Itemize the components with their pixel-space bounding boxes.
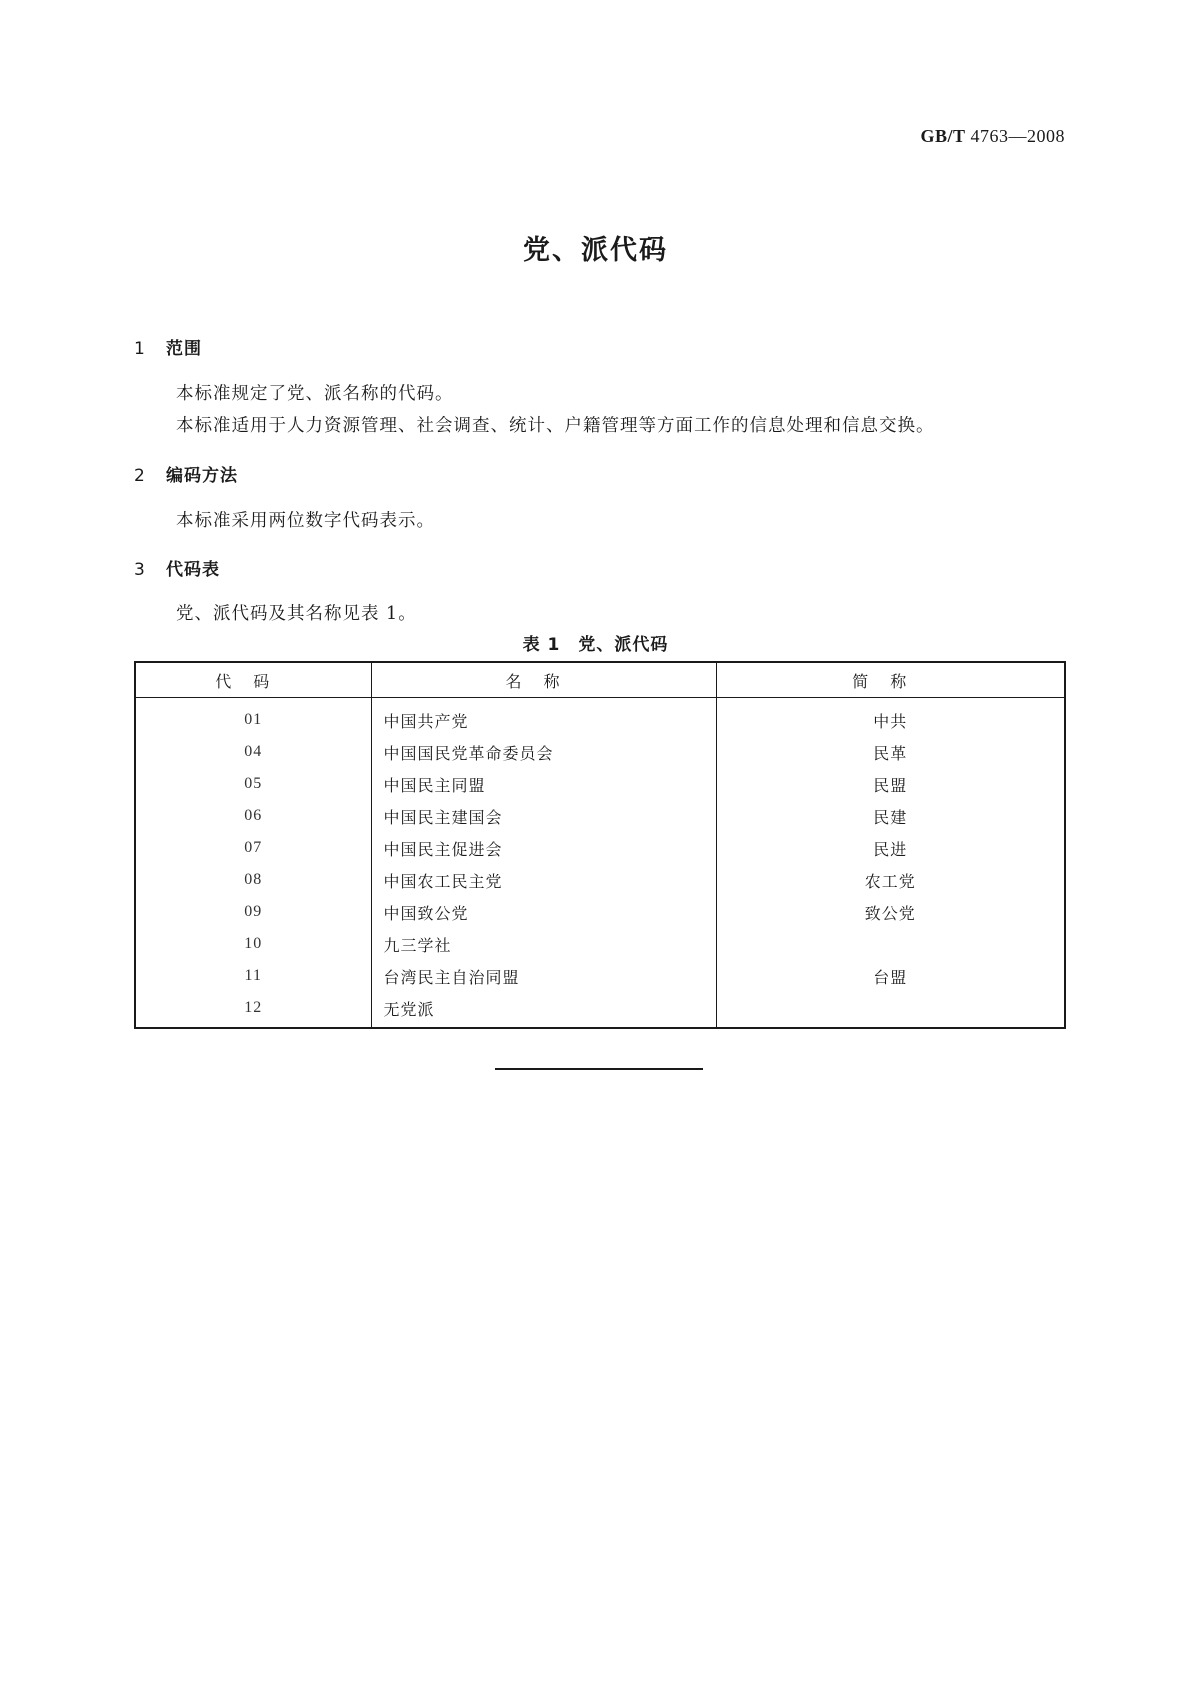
cell-abbr: 民建	[873, 807, 908, 827]
cell-code: 05	[135, 768, 371, 800]
cell-name: 无党派	[371, 992, 716, 1028]
cell-abbr: 中共	[873, 711, 908, 731]
cell-name: 中国共产党	[371, 698, 716, 737]
section-heading-coding-method	[134, 461, 238, 486]
table-row	[135, 768, 1065, 800]
cell-abbr: 台盟	[873, 967, 908, 987]
table-header-row	[135, 662, 1065, 698]
table-row	[135, 698, 1065, 737]
cell-abbr: 民革	[873, 743, 908, 763]
cell-code: 04	[135, 736, 371, 768]
paragraph: 党、派代码及其名称见表 1。	[176, 604, 417, 624]
table-row	[135, 800, 1065, 832]
cell-name: 九三学社	[371, 928, 716, 960]
cell-code: 06	[135, 800, 371, 832]
paragraph: 本标准适用于人力资源管理、社会调查、统计、户籍管理等方面工作的信息处理和信息交换。	[176, 416, 935, 436]
table-row	[135, 736, 1065, 768]
cell-name: 中国民主促进会	[371, 832, 716, 864]
table-row	[135, 832, 1065, 864]
section-title: 范围	[166, 339, 202, 359]
standard-code: 4763—2008	[970, 126, 1065, 146]
cell-abbr: 民进	[873, 839, 908, 859]
table-row	[135, 928, 1065, 960]
section-number: 2	[134, 466, 146, 486]
cell-abbr	[716, 992, 1065, 1028]
table-row	[135, 992, 1065, 1028]
cell-name: 中国农工民主党	[371, 864, 716, 896]
table-row	[135, 896, 1065, 928]
cell-abbr	[716, 928, 1065, 960]
end-of-document-rule	[495, 1068, 703, 1070]
cell-code: 11	[135, 960, 371, 992]
cell-abbr: 农工党	[864, 871, 916, 891]
cell-code: 10	[135, 928, 371, 960]
standard-prefix: GB/T	[920, 126, 966, 146]
cell-code: 01	[135, 698, 371, 737]
cell-name: 台湾民主自治同盟	[371, 960, 716, 992]
cell-abbr: 致公党	[864, 903, 916, 923]
section-number: 3	[134, 560, 146, 580]
table-caption: 表 1 党、派代码	[522, 635, 669, 655]
cell-abbr: 民盟	[873, 775, 908, 795]
section-heading-scope	[134, 334, 202, 359]
party-code-table	[134, 661, 1066, 1029]
cell-name: 中国民主建国会	[371, 800, 716, 832]
section-number: 1	[134, 339, 146, 359]
cell-code: 12	[135, 992, 371, 1028]
table-row	[135, 960, 1065, 992]
cell-code: 08	[135, 864, 371, 896]
section-title: 编码方法	[166, 466, 238, 486]
document-title: 党、派代码	[523, 235, 668, 266]
header-name: 名称	[371, 662, 716, 698]
cell-name: 中国民主同盟	[371, 768, 716, 800]
standard-number	[920, 126, 1065, 147]
cell-code: 07	[135, 832, 371, 864]
header-code: 代码	[135, 662, 371, 698]
cell-name: 中国国民党革命委员会	[371, 736, 716, 768]
section-heading-code-table	[134, 555, 220, 580]
section-title: 代码表	[166, 560, 220, 580]
paragraph: 本标准规定了党、派名称的代码。	[176, 384, 454, 404]
cell-name: 中国致公党	[371, 896, 716, 928]
table-row	[135, 864, 1065, 896]
cell-code: 09	[135, 896, 371, 928]
header-abbr: 简称	[716, 662, 1065, 698]
paragraph: 本标准采用两位数字代码表示。	[176, 511, 435, 531]
